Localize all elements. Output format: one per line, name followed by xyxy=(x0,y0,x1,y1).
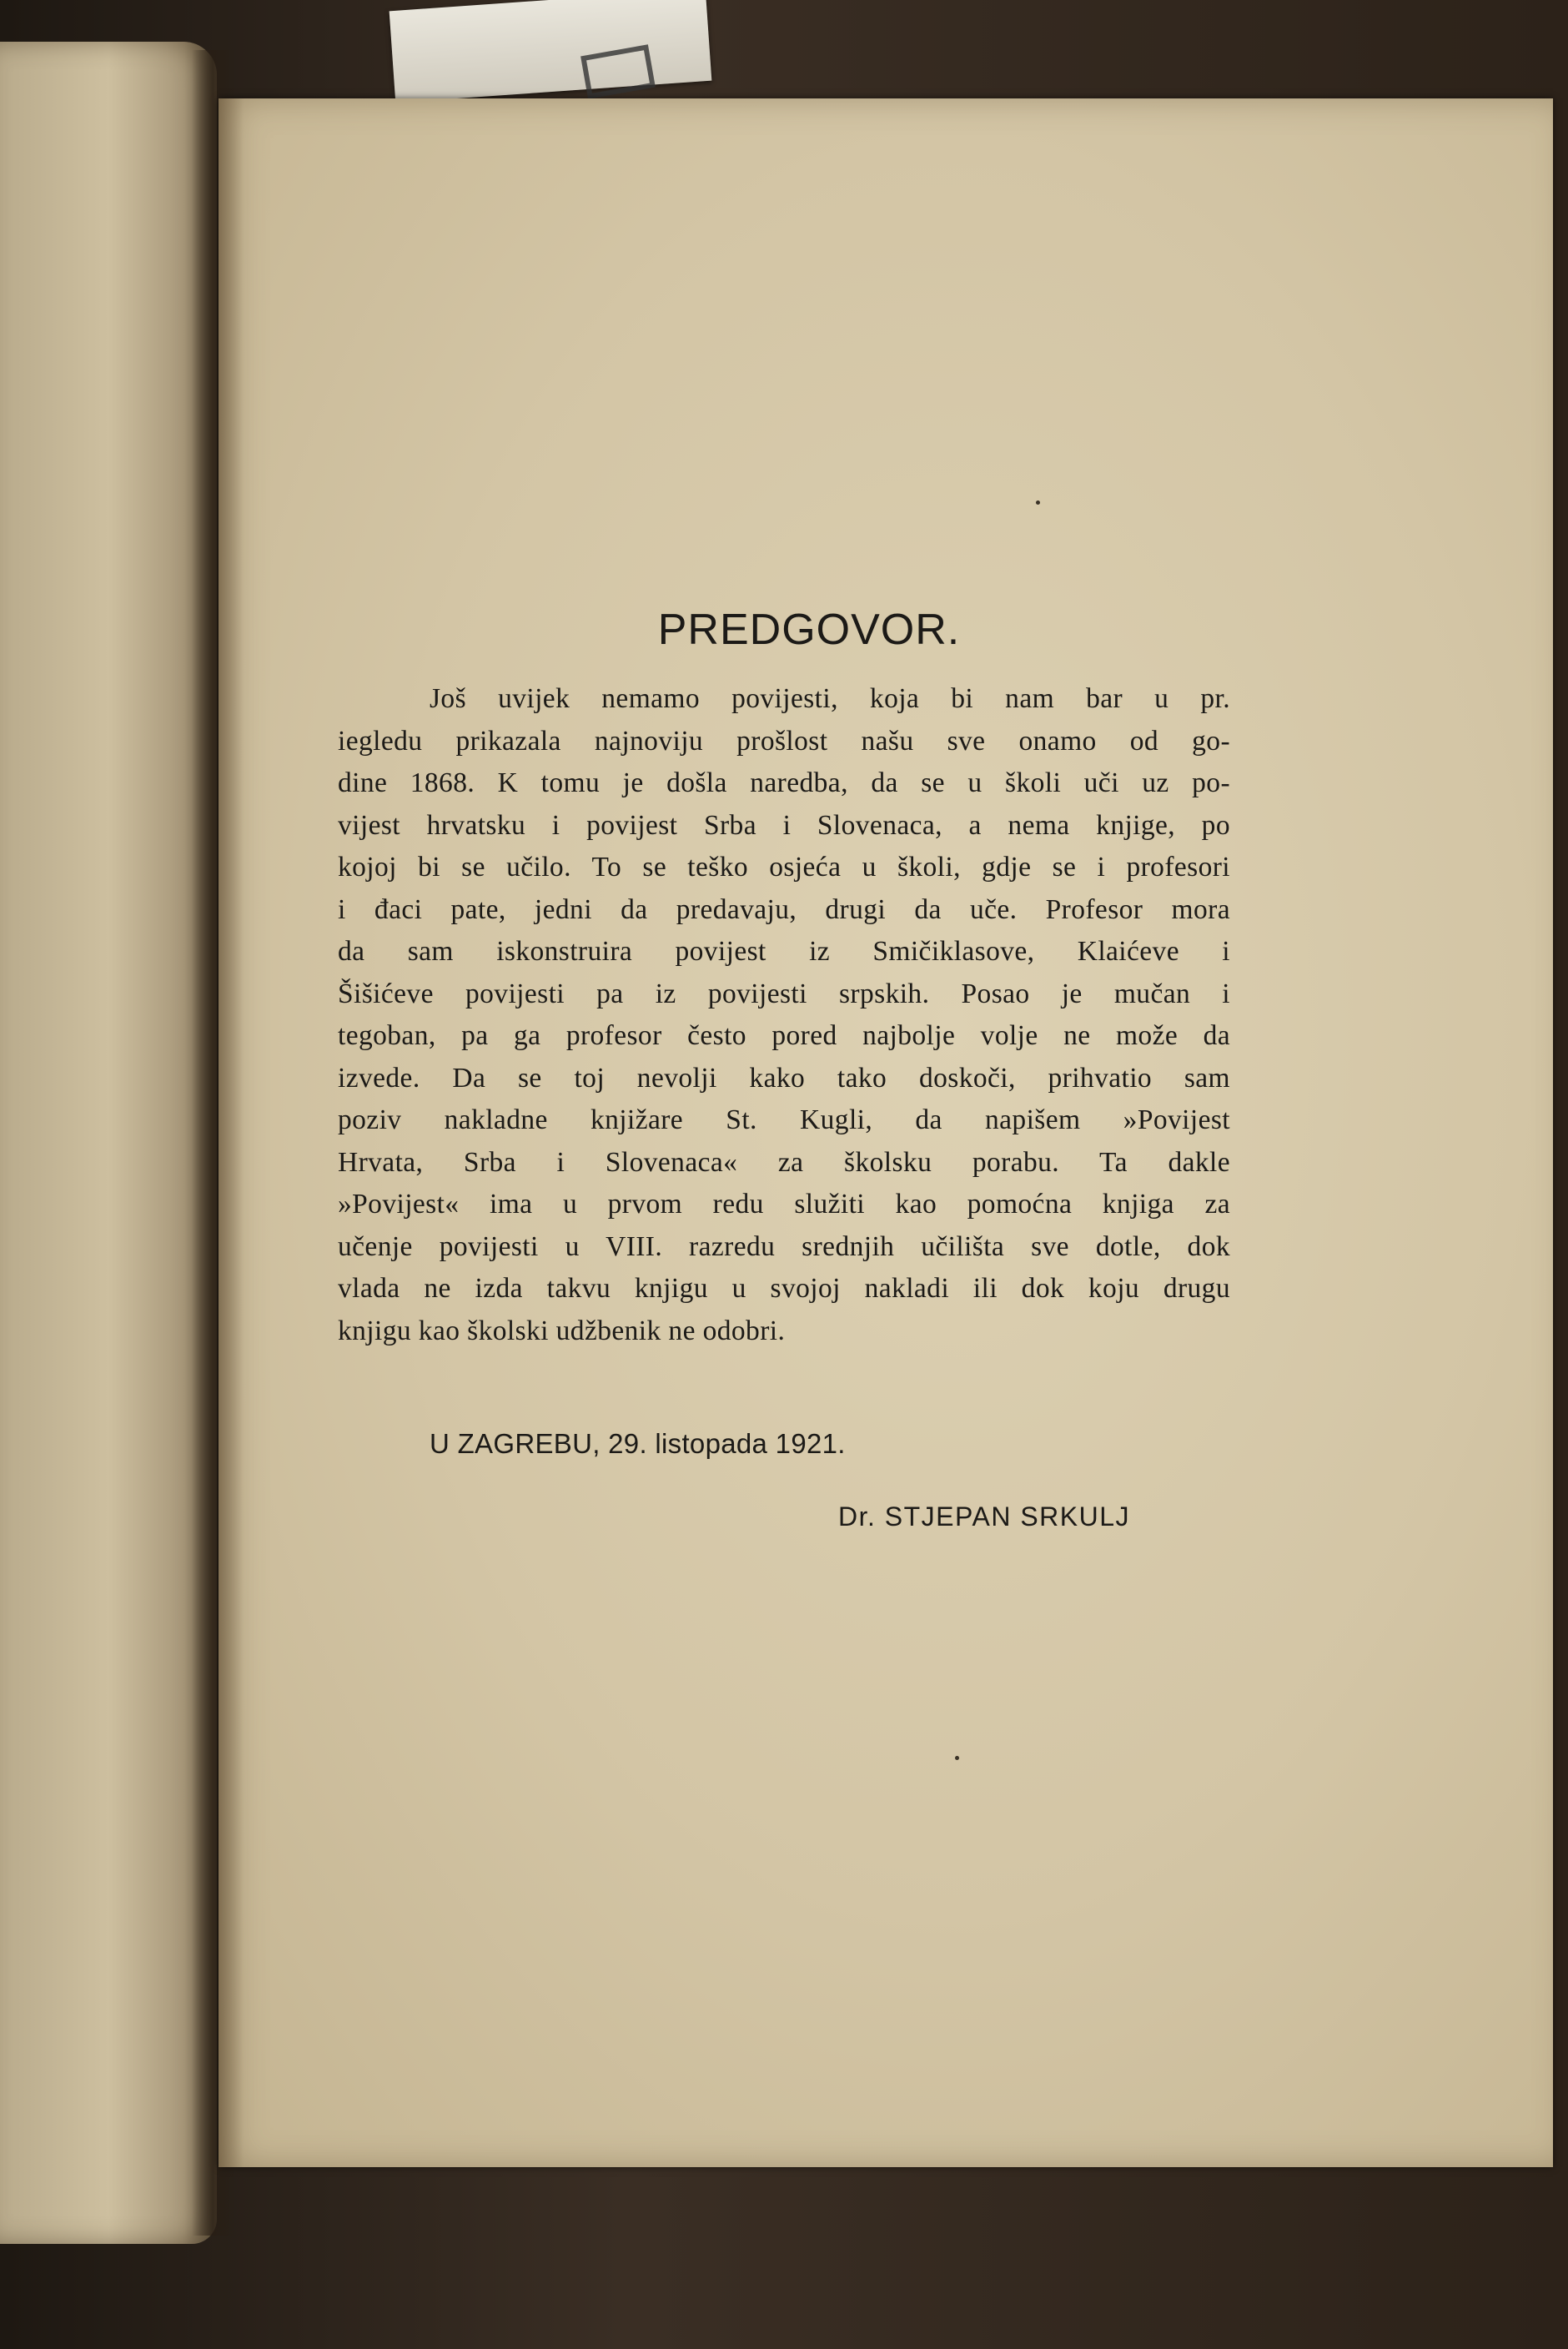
preface-paragraph xyxy=(338,678,1230,1352)
paragraph-line: da sam iskonstruira povijest iz Smičiklasove, Klaićeve i xyxy=(338,936,1230,967)
paper-speck xyxy=(1036,500,1040,505)
paragraph-line: Hrvata, Srba i Slovenaca« za školsku porabu. Ta dakle xyxy=(338,1146,1230,1178)
paragraph-line: izvede. Da se toj nevolji kako tako doskoči, prihvatio sam xyxy=(338,1062,1230,1094)
paragraph-line: i đaci pate, jedni da predavaju, drugi da uče. Profesor mora xyxy=(338,893,1230,925)
paragraph-line: učenje povijesti u VIII. razredu srednjih učilišta sve dotle, dok xyxy=(338,1230,1230,1262)
paragraph-line: vlada ne izda takvu knjigu u svojoj nakladi ili dok koju drugu xyxy=(338,1273,1230,1304)
paper-speck xyxy=(955,1756,959,1760)
paragraph-line: kojoj bi se učilo. To se teško osjeća u školi, gdje se i profesori xyxy=(338,852,1230,883)
paragraph-line: poziv nakladne knjižare St. Kugli, da napišem »Povijest xyxy=(338,1104,1230,1135)
paragraph-line: knjigu kao školski udžbenik ne odobri. xyxy=(338,1315,786,1346)
paragraph-line: »Povijest« ima u prvom redu služiti kao pomoćna knjiga za xyxy=(338,1189,1230,1220)
paragraph-line: dine 1868. K tomu je došla naredba, da se u školi uči uz po- xyxy=(338,767,1230,798)
paragraph-line: Još uvijek nemamo povijesti, koja bi nam bar u pr. xyxy=(430,683,1230,714)
author-signature: Dr. STJEPAN SRKULJ xyxy=(838,1501,1131,1532)
facing-page xyxy=(0,42,217,2244)
place-date: U ZAGREBU, 29. listopada 1921. xyxy=(430,1428,846,1459)
page-content xyxy=(338,605,1230,1352)
paragraph-line: tegoban, pa ga profesor često pored najbolje volje ne može da xyxy=(338,1020,1230,1051)
paragraph-line: vijest hrvatsku i povijest Srba i Slovenaca, a nema knjige, po xyxy=(338,809,1230,841)
page-title: PREDGOVOR. xyxy=(657,606,961,654)
page-fold-shadow xyxy=(219,98,244,2167)
paragraph-line: iegledu prikazala najnoviju prošlost našu sve onamo od go- xyxy=(338,725,1230,757)
paragraph-line: Šišićeve povijesti pa iz povijesti srpskih. Posao je mučan i xyxy=(338,978,1230,1009)
